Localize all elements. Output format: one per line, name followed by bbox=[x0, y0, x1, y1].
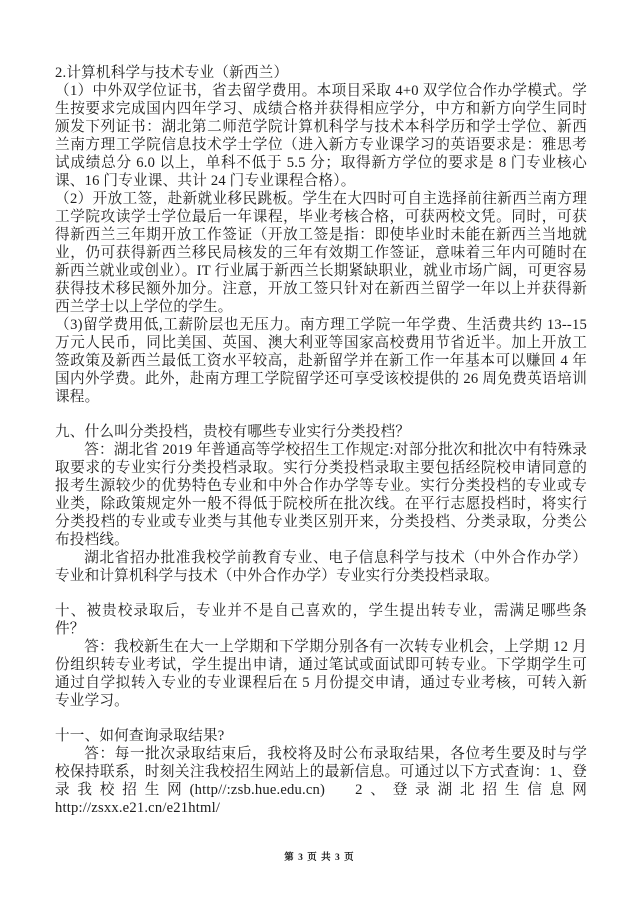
section-gap bbox=[55, 406, 587, 423]
page-number-footer: 第 3 页 共 3 页 bbox=[284, 853, 355, 863]
question11-answer-1: 答：每一批次录取结束后，我校将及时公布录取结果，各位考生要及时与学校保持联系，时刻关注我校招生网站上的最新信息。可通过以下方式查询：1、登录我校招生网(http//:zsb.hue.edu.cn) 2、登录湖北招生信息网http://zsxx.e21.cn/e21html/ bbox=[55, 746, 587, 816]
section2-heading: 2.计算机科学与技术专业（新西兰） bbox=[55, 65, 289, 81]
question11-heading: 十一、如何查询录取结果? bbox=[55, 728, 225, 744]
section2-point-3: （3)留学费用低,工薪阶层也无压力。南方理工学院一年学费、生活费共约 13--15 万元人民币，同比美国、英国、澳大利亚等国家高校费用节省近半。加上开放工签政策及新西兰最低工资水平较高，赴新留学并在新工作一年基本可以赚回 4 年国内外学费。此外，赴南方理工学院留学还可享受该校提供的 26 周免费英语培训课程。 bbox=[55, 317, 587, 405]
question10-heading: 十、被贵校录取后，专业并不是自己喜欢的，学生提出转专业，需满足哪些条件？ bbox=[55, 603, 587, 637]
question10-answer-1: 答：我校新生在大一上学期和下学期分别各有一次转专业机会，上学期 12 月份组织转专业考试，学生提出申请，通过笔试或面试即可转专业。下学期学生可通过自学拟转入专业的专业课程后在 5 月份提交申请，通过专业考核，可转入新专业学习。 bbox=[55, 639, 587, 709]
section2-point-1: （1）中外双学位证书，省去留学费用。本项目采取 4+0 双学位合作办学模式。学生按要求完成国内四年学习、成绩合格并获得相应学分，中方和新方向学生同时颁发下列证书：湖北第二师范学院计算机科学与技术本科学历和学士学位、新西兰南方理工学院信息技术学士学位（进入新方专业课学习的英语要求是：雅思考试成绩总分 6.0 以上，单科不低于 5.5 分；取得新方学位的要求是 8 门专业核心课、16 门专业课、共计 24 门专业课程合格）。 bbox=[55, 83, 587, 189]
section-gap bbox=[55, 585, 587, 602]
question9-heading: 九、什么叫分类投档，贵校有哪些专业实行分类投档？ bbox=[55, 424, 411, 440]
question9-answer-1: 答：湖北省 2019 年普通高等学校招生工作规定:对部分批次和批次中有特殊录取要求的专业实行分类投档录取。实行分类投档录取主要包括经院校申请同意的报考生源较少的优势特色专业和中外合作办学等专业。实行分类投档的专业或专业类，除政策规定外一般不得低于院校所在批次线。在平行志愿投档时，将实行分类投档的专业或专业类与其他专业类区别开来，分类投档、分类录取，分类公布投档线。 bbox=[55, 442, 587, 548]
section-gap bbox=[55, 710, 587, 727]
question9-answer-2: 湖北省招办批准我校学前教育专业、电子信息科学与技术（中外合作办学）专业和计算机科学与技术（中外合作办学）专业实行分类投档录取。 bbox=[55, 550, 587, 584]
document-body bbox=[55, 64, 587, 817]
section2-point-2: （2）开放工签，赴新就业移民跳板。学生在大四时可自主选择前往新西兰南方理工学院攻读学士学位最后一年课程，毕业考核合格，可获两校文凭。同时，可获得新西兰三年期开放工作签证（开放工签是指：即使毕业时未能在新西兰当地就业，仍可获得新西兰移民局核发的三年有效期工作签证，意味着三年内可随时在新西兰就业或创业）。IT 行业属于新西兰长期紧缺职业，就业市场广阔，可更容易获得技术移民额外加分。注意，开放工签只针对在新西兰留学一年以上并获得新西兰学士以上学位的学生。 bbox=[55, 191, 587, 315]
